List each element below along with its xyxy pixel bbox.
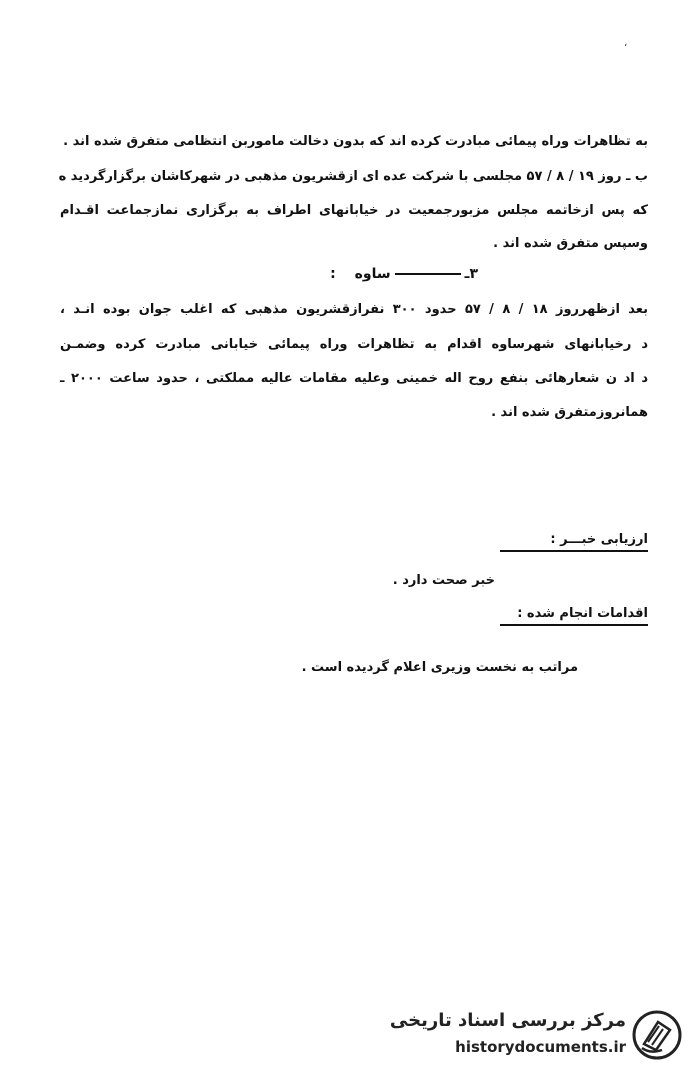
corner-mark: ، [624,38,628,49]
section-3-heading [330,266,478,282]
section-3-title: ساوه [354,266,391,282]
paragraph2-line-2: د رخیابانهای شهرساوه اقدام به تظاهرات وراه پیمائی خیابانی مبادرت کرده وضمـن [60,337,648,352]
actions-label: اقدامات انجام شده : [500,606,648,626]
paragraph1-line-2: ب ـ روز ۱۹ / ۸ / ۵۷ مجلسی با شرکت عده ای ازقشریون مذهبی در شهرکاشان برگزارگردید ه [58,169,648,184]
watermark-site: historydocuments.ir [455,1038,626,1056]
evaluation-label: ارزیابی خبـــر : [500,532,648,552]
evaluation-text: خبر صحت دارد . [392,573,495,588]
paragraph2-line-3: د اد ن شعارهائی بنفع روح اله خمینی وعلیه مقامات عالیه مملکتی ، حدود ساعت ۲۰۰۰ ـ [60,371,648,386]
watermark-title: مرکز بررسی اسناد تاریخی [389,1010,626,1031]
paragraph1-line-3: که پس ازخاتمه مجلس مزبورجمعیت در خیابانهای اطراف به برگزاری نمازجماعت اقـدام [60,203,648,218]
paragraph2-line-1: بعد ازظهرروز ۱۸ / ۸ / ۵۷ حدود ۳۰۰ نفرازقشریون مذهبی که اغلب جوان بوده انـد ، [60,302,648,317]
paragraph2-line-4: همانروزمتفرق شده اند . [491,405,648,420]
book-scroll-logo-icon [632,1010,682,1060]
paragraph1-line-4: وسپس متفرق شده اند . [493,236,648,251]
section-3-number: ۳ـ [464,266,478,282]
section-3-colon: : [330,266,336,282]
watermark-logo [389,1008,686,1064]
paragraph1-line-1: به تظاهرات وراه پیمائی مبادرت کرده اند که بدون دخالت ماموربن انتظامی متفرق شده اند . [63,134,648,149]
heading-underline-dash [395,273,461,275]
actions-text: مراتب به نخست وزیری اعلام گردیده است . [301,660,578,675]
